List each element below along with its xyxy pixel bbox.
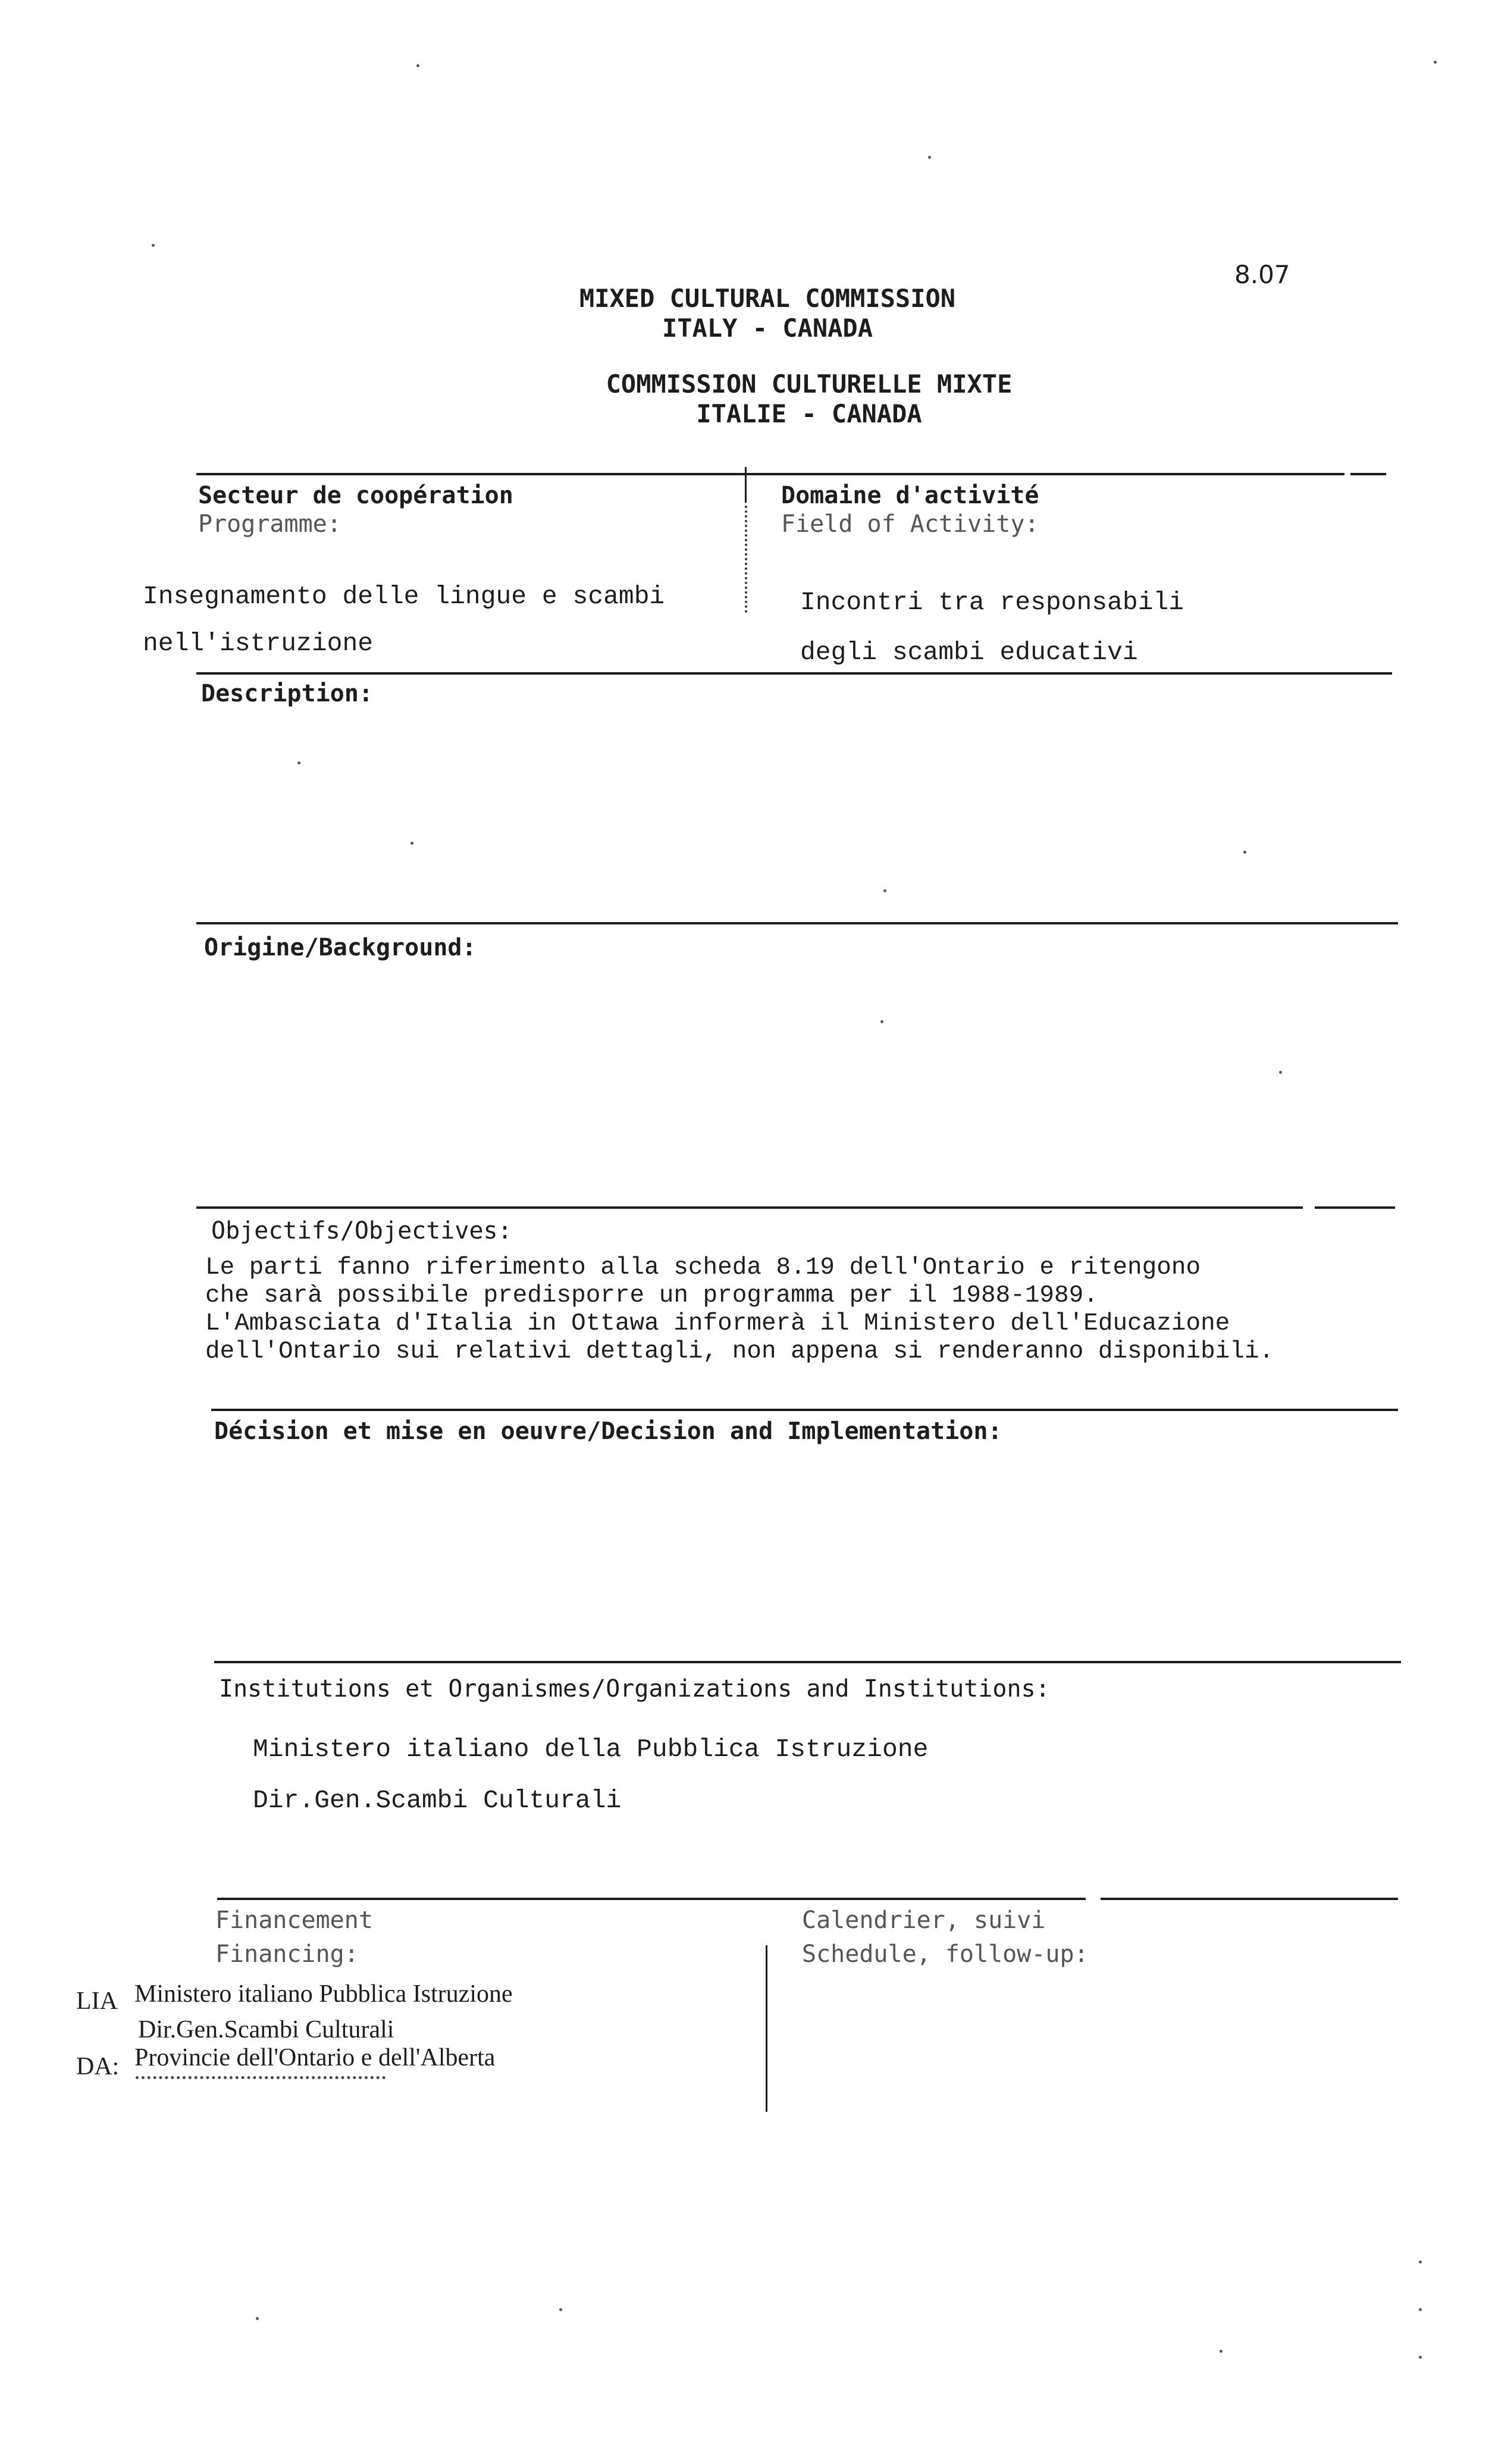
header-title-fr: COMMISSION CULTURELLE MIXTE — [606, 369, 1013, 399]
divider-sector — [196, 672, 1392, 675]
institutions-line-1: Ministero italiano della Pubblica Istruzione — [253, 1735, 929, 1764]
scan-speck — [410, 842, 413, 845]
scan-speck — [1419, 2261, 1422, 2264]
objectives-line-1: Le parti fanno riferimento alla scheda 8.19 dell'Ontario e ritengono — [205, 1254, 1201, 1281]
objectives-line-2: che sarà possibile predisporre un programma per il 1988-1989. — [205, 1282, 1098, 1309]
scan-speck — [297, 761, 300, 764]
domain-value-line2: degli scambi educativi — [800, 638, 1138, 667]
scan-speck — [1243, 851, 1246, 854]
scan-speck — [416, 64, 419, 67]
institutions-line-2: Dir.Gen.Scambi Culturali — [253, 1786, 622, 1815]
financing-label-en: Financing: — [215, 1941, 359, 1968]
divider-description — [196, 922, 1398, 924]
scan-speck — [559, 2308, 562, 2311]
scan-speck — [883, 889, 886, 892]
scan-speck — [880, 1020, 883, 1023]
objectives-label: Objectifs/Objectives: — [211, 1217, 512, 1244]
financing-line-2: Dir.Gen.Scambi Culturali — [138, 2016, 394, 2043]
divider-background — [196, 1206, 1303, 1209]
domain-label-en: Field of Activity: — [781, 510, 1039, 538]
decision-label: Décision et mise en oeuvre/Decision and Implementation: — [214, 1418, 1002, 1445]
divider-decision — [214, 1661, 1401, 1663]
scan-speck — [256, 2317, 259, 2320]
column-divider-dotted — [745, 506, 747, 613]
scan-speck — [152, 244, 155, 247]
financing-line-3: Provincie dell'Ontario e dell'Alberta — [134, 2044, 496, 2071]
scan-speck — [1434, 61, 1437, 64]
scan-speck — [1419, 2356, 1422, 2359]
sector-label-en: Programme: — [198, 510, 341, 538]
institutions-label: Institutions et Organismes/Organizations and Institutions: — [219, 1675, 1050, 1703]
schedule-label-fr: Calendrier, suivi — [802, 1907, 1046, 1934]
header-countries-en: ITALY - CANADA — [662, 314, 873, 343]
background-label: Origine/Background: — [204, 934, 477, 961]
domain-label-fr: Domaine d'activité — [781, 482, 1039, 509]
divider-institutions — [217, 1898, 1086, 1900]
divider-background-right — [1315, 1206, 1395, 1209]
page-number: 8.07 — [1234, 260, 1290, 289]
divider-institutions-right — [1101, 1898, 1398, 1900]
sector-value-line2: nell'istruzione — [143, 629, 374, 658]
scan-speck — [1419, 2308, 1422, 2311]
column-divider-financing — [766, 1945, 767, 2112]
sector-value-line1: Insegnamento delle lingue e scambi — [143, 582, 665, 611]
header-title-en: MIXED CULTURAL COMMISSION — [579, 284, 956, 313]
financing-prefix-da: DA: — [76, 2053, 120, 2080]
scan-speck — [1220, 2350, 1223, 2353]
column-divider-top — [745, 467, 747, 503]
header-countries-fr: ITALIE - CANADA — [696, 399, 922, 428]
domain-value-line1: Incontri tra responsabili — [800, 588, 1184, 617]
objectives-line-3: L'Ambasciata d'Italia in Ottawa informerà il Ministero dell'Educazione — [205, 1310, 1230, 1337]
financing-prefix-lia: LIA — [76, 1987, 118, 2015]
description-label: Description: — [201, 680, 373, 707]
sector-label-fr: Secteur de coopération — [198, 482, 513, 509]
scan-speck — [928, 156, 931, 159]
divider-top-right — [1350, 473, 1386, 475]
divider-top — [196, 473, 1344, 475]
schedule-label-en: Schedule, follow-up: — [802, 1941, 1089, 1968]
financing-dotted-underline — [136, 2076, 385, 2079]
objectives-line-4: dell'Ontario sui relativi dettagli, non appena si renderanno disponibili. — [205, 1338, 1274, 1365]
scan-speck — [1279, 1071, 1282, 1074]
financing-line-1: Ministero italiano Pubblica Istruzione — [134, 1980, 513, 2008]
divider-objectives — [211, 1409, 1398, 1411]
financing-label-fr: Financement — [215, 1907, 373, 1934]
